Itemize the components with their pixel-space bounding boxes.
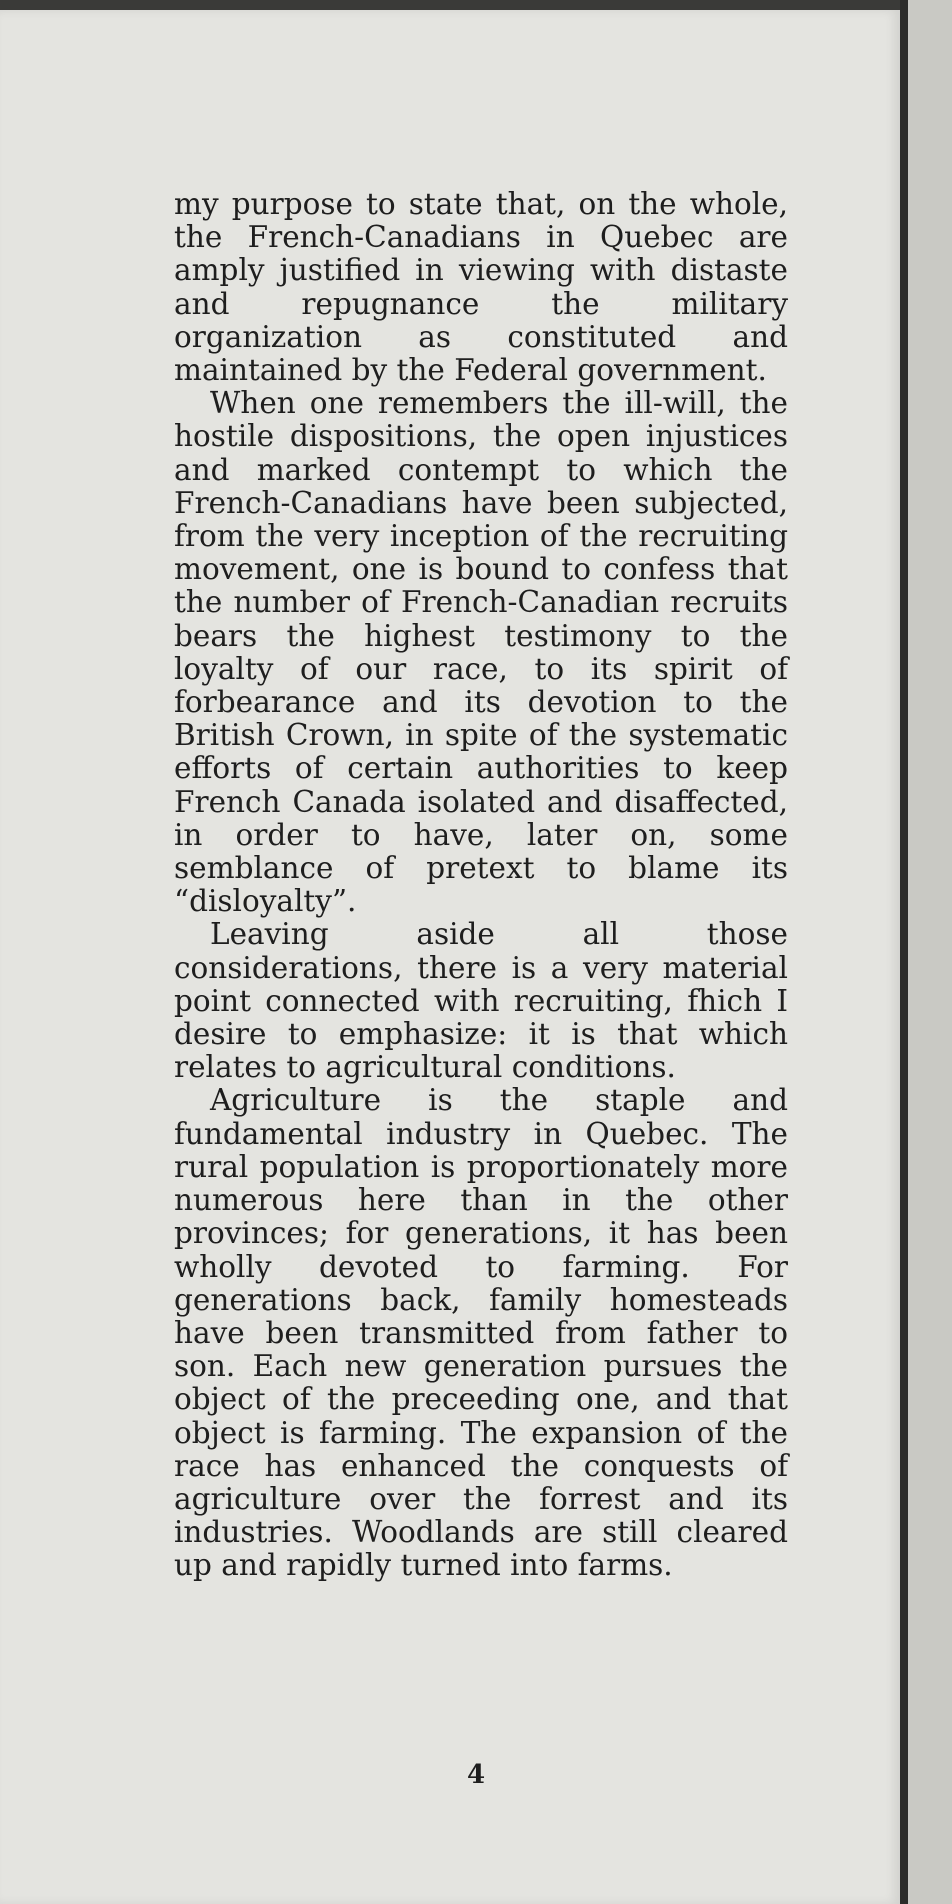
page-binding-edge	[900, 0, 908, 1904]
top-scan-edge	[0, 0, 952, 10]
page-number: 4	[466, 1760, 486, 1790]
paragraph-1: my purpose to state that, on the whole, the French-Canadians in Quebec are amply justified in viewing with distaste and repugnance the military organization as constituted and maintained by the Federal government.	[174, 187, 788, 388]
paragraph-4: Agriculture is the staple and fundamental industry in Quebec. The rural population is proportionately more numerous here than in the other provinces; for generations, it has been wholly devoted to farming. For generations back, family homesteads have been transmitted from father to son. Each new generation pursues the object of the preceeding one, and that object is farming. The expansion of the race has enhanced the conquests of agriculture over the forrest and its industries. Woodlands are still cleared up and rapidly turned into farms.	[174, 1083, 788, 1583]
adjacent-page-strip	[908, 0, 952, 1904]
paragraph-2: When one remembers the ill-will, the hostile dispositions, the open injustices and marked contempt to which the French-Canadians have been subjected, from the very inception of the recruiting movement, one is bound to confess that the number of French-Canadian recruits bears the highest testimony to the loyalty of our race, to its spirit of forbearance and its devotion to the British Crown, in spite of the systematic efforts of certain authorities to keep French Canada isolated and disaffected, in order to have, later on, some semblance of pretext to blame its “disloyalty”.	[174, 386, 788, 919]
paragraph-3: Leaving aside all those considerations, there is a very material point connected with recruiting, fhich I desire to emphasize: it is that which relates to agricultural conditions.	[174, 917, 788, 1085]
body-text	[174, 188, 788, 1583]
